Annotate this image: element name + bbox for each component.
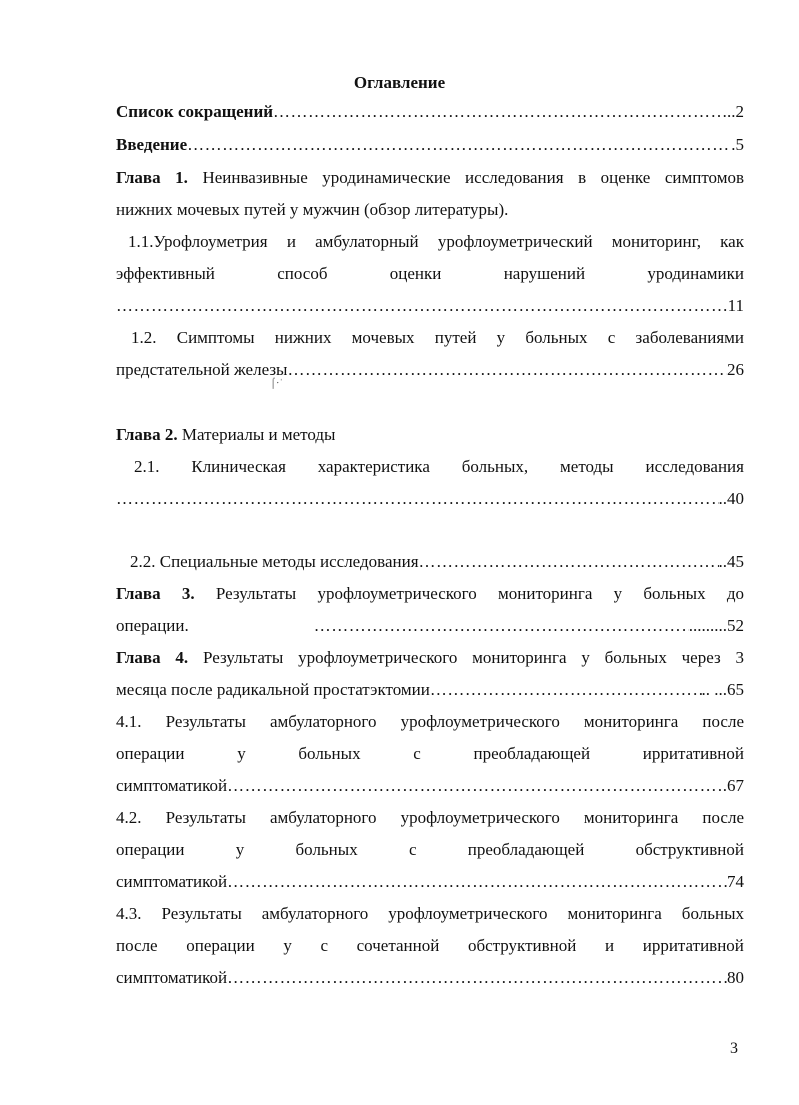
toc-label: Список сокращений <box>116 102 274 121</box>
toc-page: 11 <box>727 296 744 315</box>
toc-chapter-4[interactable]: Глава 4. Результаты урофлоуметрического мониторинга у больных через 3 <box>116 648 744 667</box>
scan-mark: ⌠⋅ˈ <box>270 378 283 389</box>
toc-section-4-1-line3: симптоматикой ………………………………………………………………………………………………………………………………………………………………………………………………………………………………………… .67 <box>116 775 744 797</box>
toc-page: ..2 <box>727 102 744 121</box>
toc-page: 26 <box>727 360 744 379</box>
toc-chapter-3-line2: операции. ………………………………………………………………………………………………………………………………………………………………………………………………………………………………………… .........52 <box>116 615 744 637</box>
toc-section-1-1-line2: эффективный способ оценки нарушений уродинамики <box>116 264 744 283</box>
toc-page: ..40 <box>718 489 744 508</box>
toc-page: 74 <box>727 872 744 891</box>
toc-section-4-2-line3: симптоматикой ………………………………………………………………………………………………………………………………………………………………………………………………………………………………………… 74 <box>116 871 744 893</box>
toc-chapter-1-cont: нижних мочевых путей у мужчин (обзор литературы). <box>116 200 509 219</box>
page-number: 3 <box>730 1040 738 1057</box>
toc-label: Введение <box>116 135 188 154</box>
toc-chapter-4-line2: месяца после радикальной простатэктомии ………………………………………………………………………………………………………………………………………………………………………………………………………………………………………… .. ...65 <box>116 679 744 701</box>
toc-chapter-1[interactable]: Глава 1. Неинвазивные уродинамические исследования в оценке симптомов <box>116 168 744 187</box>
toc-entry-abbreviations[interactable] <box>116 101 744 123</box>
page-title: Оглавление <box>353 73 446 92</box>
toc-chapter-3[interactable]: Глава 3. Результаты урофлоуметрического мониторинга у больных до <box>116 584 744 603</box>
toc-page: .........52 <box>688 616 744 635</box>
toc-section-1-2-line2: предстательной железы ………………………………………………………………………………………………………………………………………………………………………………………………………………………………………… 26 <box>116 359 744 381</box>
toc-section-2-1-page <box>116 488 744 510</box>
toc-section-4-3-line2: после операции у с сочетанной обструктивной и ирритативной <box>116 936 744 955</box>
toc-section-4-2-line2: операции у больных с преобладающей обструктивной <box>116 840 744 859</box>
toc-section-4-2[interactable]: 4.2. Результаты амбулаторного урофлоуметрического мониторинга после <box>116 808 744 827</box>
toc-section-2-2[interactable]: 2.2. Специальные методы исследования ………………………………………………………………………………………………………………………………………………………………………………………………………………………………………… ..45 <box>130 551 744 573</box>
toc-page: ..45 <box>718 552 744 571</box>
toc-section-4-3[interactable]: 4.3. Результаты амбулаторного урофлоуметрического мониторинга больных <box>116 904 744 923</box>
toc-page: .5 <box>731 135 744 154</box>
toc-section-4-3-line3: симптоматикой ………………………………………………………………………………………………………………………………………………………………………………………………………………………………………… 80 <box>116 967 744 989</box>
toc-section-4-1[interactable]: 4.1. Результаты амбулаторного урофлоуметрического мониторинга после <box>116 712 744 731</box>
toc-section-1-1[interactable]: 1.1.Урофлоуметрия и амбулаторный урофлоуметрический мониторинг, как <box>128 232 744 251</box>
toc-page: .. ...65 <box>701 680 744 699</box>
toc-section-2-1[interactable]: 2.1. Клиническая характеристика больных, методы исследования <box>134 457 744 476</box>
toc-chapter-2[interactable]: Глава 2. Материалы и методы <box>116 425 336 444</box>
toc-section-1-1-page <box>116 295 744 317</box>
toc-entry-introduction[interactable] <box>116 134 744 156</box>
toc-section-4-1-line2: операции у больных с преобладающей ирритативной <box>116 744 744 763</box>
toc-section-1-2[interactable]: 1.2. Симптомы нижних мочевых путей у больных с заболеваниями <box>131 328 744 347</box>
toc-page: .67 <box>722 776 744 795</box>
toc-page: 80 <box>727 968 744 987</box>
